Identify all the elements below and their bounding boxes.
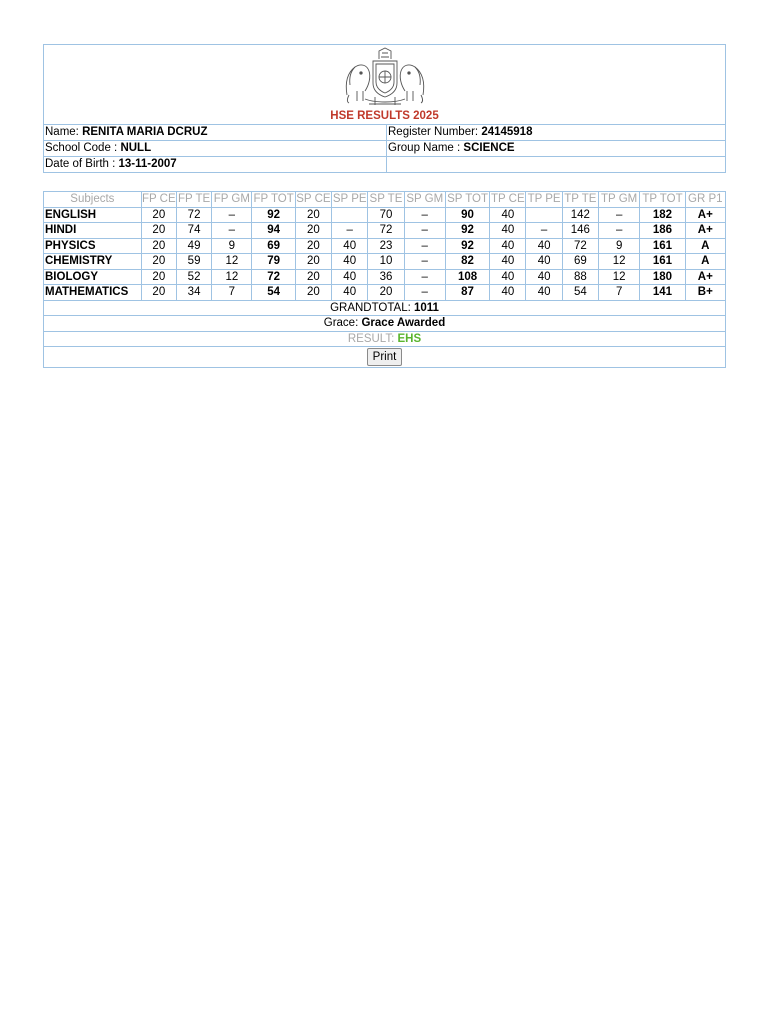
col-header: FP GM: [212, 192, 252, 208]
mark-cell: 186: [640, 223, 685, 239]
col-header: FP TOT: [253, 193, 294, 206]
mark-cell: 40: [490, 238, 526, 254]
register-number: 24145918: [481, 126, 533, 138]
result-value: EHS: [397, 332, 422, 345]
mark-cell: 40: [332, 254, 368, 270]
col-header: TP PE: [527, 193, 561, 206]
mark-cell: 12: [212, 269, 252, 285]
subject-name: MATHEMATICS: [44, 285, 142, 301]
register-cell: [387, 125, 726, 141]
mark-cell: –: [404, 238, 445, 254]
mark-cell: [526, 207, 562, 223]
subject-name: ENGLISH: [44, 207, 142, 223]
mark-cell: 20: [295, 238, 331, 254]
mark-cell: 54: [562, 285, 598, 301]
mark-cell: 92: [252, 207, 295, 223]
dob-label: Date of Birth :: [45, 158, 119, 170]
empty-cell: [387, 157, 726, 173]
mark-cell: 9: [599, 238, 640, 254]
mark-cell: –: [404, 269, 445, 285]
col-header: SP CE: [296, 193, 331, 206]
mark-cell: 92: [445, 223, 489, 239]
mark-cell: 20: [141, 254, 176, 270]
col-header: TP GM: [599, 192, 640, 208]
table-row: [44, 207, 726, 223]
mark-cell: 88: [562, 269, 598, 285]
col-header: GR P1: [685, 192, 725, 208]
col-header: SP PE: [332, 193, 367, 206]
col-header: TP TE: [562, 192, 598, 208]
col-header: SP GM: [404, 192, 445, 208]
mark-cell: 40: [490, 223, 526, 239]
mark-cell: 40: [490, 254, 526, 270]
result-cell: [44, 331, 726, 347]
group-cell: [387, 141, 726, 157]
mark-cell: 20: [295, 254, 331, 270]
mark-cell: –: [332, 223, 368, 239]
name-cell: [44, 125, 387, 141]
mark-cell: 182: [640, 207, 685, 223]
mark-cell: –: [404, 223, 445, 239]
mark-cell: 49: [176, 238, 211, 254]
mark-cell: 40: [490, 269, 526, 285]
mark-cell: 40: [332, 269, 368, 285]
col-header: FP TE: [177, 193, 211, 206]
student-name: RENITA MARIA DCRUZ: [82, 126, 208, 138]
mark-cell: 72: [368, 223, 404, 239]
mark-cell: 70: [368, 207, 404, 223]
date-of-birth: 13-11-2007: [118, 158, 177, 170]
mark-cell: –: [404, 254, 445, 270]
mark-cell: A: [685, 254, 725, 270]
mark-cell: 142: [562, 207, 598, 223]
mark-cell: 20: [295, 207, 331, 223]
mark-cell: 7: [599, 285, 640, 301]
mark-cell: 34: [176, 285, 211, 301]
subject-name: BIOLOGY: [44, 269, 142, 285]
mark-cell: B+: [685, 285, 725, 301]
mark-cell: 52: [176, 269, 211, 285]
marks-header-row: [44, 192, 726, 208]
mark-cell: 20: [295, 223, 331, 239]
name-label: Name:: [45, 126, 83, 138]
mark-cell: 12: [599, 269, 640, 285]
mark-cell: 82: [445, 254, 489, 270]
mark-cell: 146: [562, 223, 598, 239]
register-label: Register Number:: [388, 126, 482, 138]
mark-cell: 23: [368, 238, 404, 254]
mark-cell: 40: [526, 254, 562, 270]
col-header: SP TOT: [447, 193, 488, 206]
mark-cell: 36: [368, 269, 404, 285]
mark-cell: 161: [640, 254, 685, 270]
mark-cell: 12: [212, 254, 252, 270]
mark-cell: –: [599, 223, 640, 239]
mark-cell: 20: [141, 207, 176, 223]
table-row: [44, 238, 726, 254]
student-info-table: [43, 44, 726, 173]
grace-value: Grace Awarded: [361, 317, 446, 330]
mark-cell: 141: [640, 285, 685, 301]
school-code: NULL: [120, 142, 152, 154]
mark-cell: 12: [599, 254, 640, 270]
mark-cell: 74: [176, 223, 211, 239]
mark-cell: 20: [295, 285, 331, 301]
mark-cell: 40: [526, 238, 562, 254]
grandtotal-cell: [44, 300, 726, 316]
mark-cell: 79: [252, 254, 295, 270]
mark-cell: 20: [368, 285, 404, 301]
table-row: [44, 254, 726, 270]
mark-cell: –: [212, 223, 252, 239]
mark-cell: 20: [141, 269, 176, 285]
mark-cell: A+: [685, 269, 725, 285]
mark-cell: 7: [212, 285, 252, 301]
mark-cell: –: [404, 285, 445, 301]
mark-cell: 69: [562, 254, 598, 270]
subject-name: CHEMISTRY: [44, 254, 142, 270]
school-label: School Code :: [45, 142, 121, 154]
mark-cell: 92: [445, 238, 489, 254]
print-button[interactable]: Print: [367, 348, 403, 366]
subject-name: HINDI: [44, 223, 142, 239]
mark-cell: 87: [445, 285, 489, 301]
mark-cell: 40: [332, 285, 368, 301]
page-title: HSE RESULTS 2025: [330, 110, 439, 122]
mark-cell: –: [212, 207, 252, 223]
mark-cell: 72: [252, 269, 295, 285]
mark-cell: 20: [141, 238, 176, 254]
header-cell: [44, 45, 726, 125]
mark-cell: 20: [141, 223, 176, 239]
grandtotal-label: GRANDTOTAL:: [330, 301, 414, 314]
mark-cell: –: [599, 207, 640, 223]
grace-cell: [44, 316, 726, 332]
mark-cell: 40: [526, 285, 562, 301]
dob-cell: [44, 157, 387, 173]
subject-name: PHYSICS: [44, 238, 142, 254]
table-row: [44, 269, 726, 285]
mark-cell: [332, 207, 368, 223]
col-header: TP TOT: [640, 192, 685, 208]
col-header: TP CE: [491, 193, 525, 206]
grace-label: Grace:: [323, 317, 362, 330]
mark-cell: 108: [445, 269, 489, 285]
mark-cell: 94: [252, 223, 295, 239]
mark-cell: –: [404, 207, 445, 223]
mark-cell: 161: [640, 238, 685, 254]
mark-cell: 180: [640, 269, 685, 285]
group-name: SCIENCE: [463, 142, 515, 154]
mark-cell: 20: [295, 269, 331, 285]
mark-cell: 72: [176, 207, 211, 223]
mark-cell: 40: [490, 285, 526, 301]
mark-cell: –: [526, 223, 562, 239]
table-row: [44, 285, 726, 301]
table-row: [44, 223, 726, 239]
mark-cell: 40: [332, 238, 368, 254]
mark-cell: 40: [526, 269, 562, 285]
result-page: [43, 44, 726, 368]
mark-cell: 72: [562, 238, 598, 254]
group-label: Group Name :: [388, 142, 464, 154]
col-header: Subjects: [44, 192, 142, 208]
mark-cell: 69: [252, 238, 295, 254]
mark-cell: A: [685, 238, 725, 254]
mark-cell: 10: [368, 254, 404, 270]
grandtotal-value: 1011: [413, 301, 439, 314]
result-label: RESULT:: [347, 332, 398, 345]
mark-cell: A+: [685, 207, 725, 223]
kerala-emblem-icon: [335, 47, 435, 109]
school-cell: [44, 141, 387, 157]
marks-table: [43, 191, 726, 368]
print-cell: [44, 347, 726, 368]
marks-body: [44, 207, 726, 300]
mark-cell: A+: [685, 223, 725, 239]
mark-cell: 59: [176, 254, 211, 270]
mark-cell: 54: [252, 285, 295, 301]
col-header: SP TE: [369, 193, 403, 206]
mark-cell: 9: [212, 238, 252, 254]
col-header: FP CE: [141, 193, 176, 206]
mark-cell: 90: [445, 207, 489, 223]
mark-cell: 20: [141, 285, 176, 301]
mark-cell: 40: [490, 207, 526, 223]
